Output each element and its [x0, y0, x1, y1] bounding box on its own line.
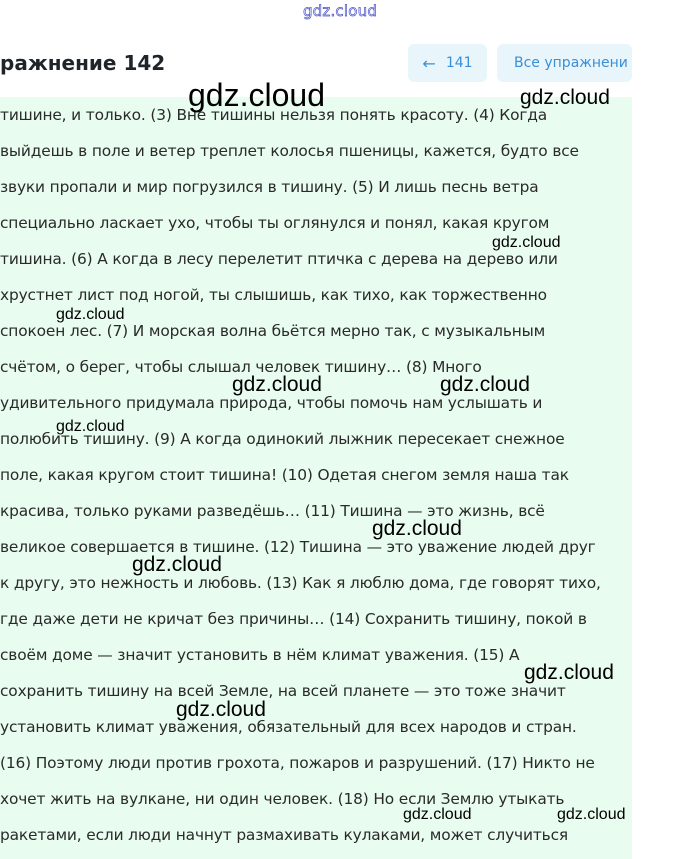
watermark: gdz.cloud	[524, 661, 614, 684]
text-line: счётом, о берег, чтобы слышал человек тишину… (8) Много	[0, 358, 482, 376]
text-line: поле, какая кругом стоит тишина! (10) Одетая снегом земля наша так	[0, 466, 569, 484]
watermark: gdz.cloud	[56, 418, 125, 435]
top-watermark: gdz.cloud	[302, 2, 378, 20]
previous-exercise-label: 141	[445, 55, 473, 71]
exercise-header	[0, 43, 680, 85]
watermark: gdz.cloud	[372, 517, 462, 540]
watermark: gdz.cloud	[440, 373, 530, 396]
text-line: установить климат уважения, обязательный для всех народов и стран.	[0, 718, 577, 736]
text-line: сохранить тишину на всей Земле, на всей планете — это тоже значит	[0, 682, 566, 700]
watermark: gdz.cloud	[132, 553, 222, 576]
watermark: gdz.cloud	[557, 806, 626, 823]
watermark: gdz.cloud	[492, 234, 561, 251]
all-exercises-label: Все упражнени	[514, 55, 628, 71]
text-line: полюбить тишину. (9) А когда одинокий лыжник пересекает снежное	[0, 430, 565, 448]
text-line: выйдешь в поле и ветер треплет колосья пшеницы, кажется, будто все	[0, 142, 579, 160]
text-line: к другу, это нежность и любовь. (13) Как я люблю дома, где говорят тихо,	[0, 574, 601, 592]
text-line: удивительного придумала природа, чтобы помочь нам услышать и	[0, 394, 543, 412]
text-line: где даже дети не кричат без причины… (14) Сохранить тишину, покой в	[0, 610, 587, 628]
text-line: своём доме — значит установить в нём климат уважения. (15) А	[0, 646, 520, 664]
previous-exercise-button[interactable]	[408, 44, 487, 82]
text-line: великое совершается в тишине. (12) Тишина — это уважение людей друг	[0, 538, 596, 556]
watermark: gdz.cloud	[232, 373, 322, 396]
text-line: тишине, и только. (3) Вне тишины нельзя понять красоту. (4) Когда	[0, 106, 548, 124]
text-line: ракетами, если люди начнут размахивать кулаками, может случиться	[0, 826, 569, 844]
text-line: тишина. (6) А когда в лесу перелетит птичка с дерева на дерево или	[0, 250, 558, 268]
text-line: хочет жить на вулкане, ни один человек. (18) Но если Землю утыкать	[0, 790, 565, 808]
watermark: gdz.cloud	[56, 306, 125, 323]
text-line: (16) Поэтому люди против грохота, пожаров и разрушений. (17) Никто не	[0, 754, 595, 772]
text-line: хрустнет лист под ногой, ты слышишь, как тихо, как торжественно	[0, 286, 547, 304]
page-title: ражнение 142	[0, 51, 166, 75]
watermark: gdz.cloud	[176, 698, 266, 721]
watermark: gdz.cloud	[188, 77, 325, 113]
text-line: звуки пропали и мир погрузился в тишину. (5) И лишь песнь ветра	[0, 178, 539, 196]
text-line: спокоен лес. (7) И морская волна бьётся мерно так, с музыкальным	[0, 322, 546, 340]
all-exercises-button[interactable]	[497, 44, 632, 82]
exercise-text-area	[0, 77, 632, 859]
watermark: gdz.cloud	[520, 86, 610, 109]
text-line: красива, только руками разведёшь… (11) Тишина — это жизнь, всё	[0, 502, 545, 520]
arrow-left-icon: ←	[422, 53, 436, 73]
watermark: gdz.cloud	[403, 806, 472, 823]
text-line: специально ласкает ухо, чтобы ты оглянулся и понял, какая кругом	[0, 214, 550, 232]
